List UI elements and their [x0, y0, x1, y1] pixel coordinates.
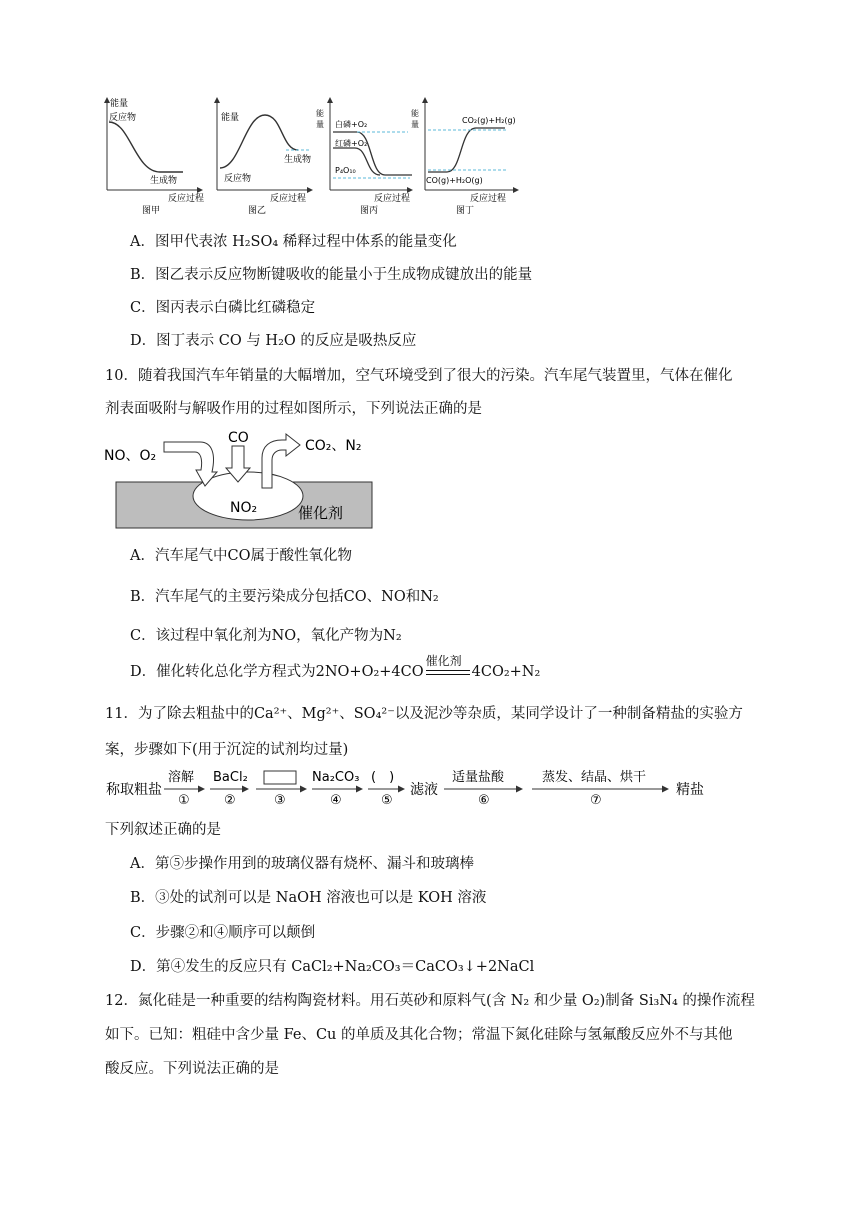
flow-s5-bot: ⑤: [381, 793, 393, 808]
q12-stem-line1: 12．氮化硅是一种重要的结构陶瓷材料。用石英砂和原料气(含 N₂ 和少量 O₂)制备 Si₃N₄ 的操作流程: [105, 993, 755, 1009]
bing-white: 白磷+O₂: [335, 120, 368, 129]
flow-mid: 滤液: [410, 782, 438, 798]
flow-start: 称取粗盐: [106, 782, 162, 798]
flow-s1-top: 溶解: [168, 770, 195, 785]
q11-lead: 下列叙述正确的是: [105, 822, 221, 838]
flow-s5-top: ( ): [371, 770, 395, 785]
q10-option-c: C．该过程中氧化剂为NO，氧化产物为N₂: [130, 628, 402, 644]
q10-stem-line1: 10．随着我国汽车年销量的大幅增加，空气环境受到了很大的污染。汽车尾气装置里，气体在催化: [105, 368, 733, 384]
q11-option-d: D．第④发生的反应只有 CaCl₂+Na₂CO₃＝CaCO₃↓+2NaCl: [130, 959, 535, 975]
flow-s4-top: Na₂CO₃: [312, 770, 360, 785]
q9-option-c: C．图丙表示白磷比红磷稳定: [130, 300, 316, 316]
co-label: CO: [228, 430, 249, 446]
ding-xlabel: 反应过程: [470, 194, 507, 204]
bing-red: 红磷+O₂: [335, 139, 368, 148]
q10-d-arrow: [424, 654, 472, 682]
ding-caption: 图丁: [456, 206, 475, 216]
diagram-yi: [217, 98, 312, 216]
q11-option-b: B．③处的试剂可以是 NaOH 溶液也可以是 KOH 溶液: [130, 890, 487, 906]
flow-s7-bot: ⑦: [590, 793, 602, 808]
ding-low: CO(g)+H₂O(g): [426, 176, 483, 185]
jia-reactant: 反应物: [109, 113, 137, 123]
q9-option-a: A．图甲代表浓 H₂SO₄ 稀释过程中体系的能量变化: [130, 234, 457, 250]
yi-xlabel: 反应过程: [270, 194, 307, 204]
q12-stem-line2: 如下。已知：粗硅中含少量 Fe、Cu 的单质及其化合物；常温下氮化硅除与氢氟酸反应外不与其他: [105, 1027, 733, 1043]
flow-s7-top: 蒸发、结晶、烘干: [542, 770, 647, 785]
q10-d-prefix: D．催化转化总化学方程式为2NO+O₂+4CO: [130, 664, 424, 680]
flow-end: 精盐: [676, 782, 704, 798]
q11-stem-line1: 11．为了除去粗盐中的Ca²⁺、Mg²⁺、SO₄²⁻以及泥沙等杂质，某同学设计了一种制备精盐的实验方: [105, 706, 743, 722]
jia-product: 生成物: [150, 176, 178, 186]
jia-ylabel: 能量: [110, 99, 129, 109]
q9-option-d: D．图丁表示 CO 与 H₂O 的反应是吸热反应: [130, 333, 417, 349]
yi-product: 生成物: [284, 155, 312, 165]
diagram-jia: [107, 97, 204, 216]
q10-option-d: [130, 654, 541, 682]
yi-reactant: 反应物: [224, 174, 252, 184]
q11-option-c: C．步骤②和④顺序可以颠倒: [130, 925, 316, 941]
bing-ylabel-2: 量: [316, 120, 324, 129]
flow-s6-top: 适量盐酸: [452, 770, 505, 785]
ding-ylabel-2: 量: [411, 120, 419, 129]
bing-product: P₄O₁₀: [335, 166, 356, 175]
q10-stem-line2: 剂表面吸附与解吸作用的过程如图所示，下列说法正确的是: [105, 401, 482, 417]
out-gas-label: CO₂、N₂: [305, 438, 362, 454]
flow-s3-bot: ③: [274, 793, 286, 808]
q10-option-a: A．汽车尾气中CO属于酸性氧化物: [130, 548, 352, 564]
q12-stem-line3: 酸反应。下列说法正确的是: [105, 1061, 279, 1077]
q11-option-a: A．第⑤步操作用到的玻璃仪器有烧杯、漏斗和玻璃棒: [130, 856, 474, 872]
q11-stem-line2: 案，步骤如下(用于沉淀的试剂均过量): [105, 742, 349, 758]
bing-xlabel: 反应过程: [374, 194, 411, 204]
flow-s3-box: [264, 771, 296, 784]
q10-d-condition: 催化剂: [425, 654, 462, 668]
flow-s1-bot: ①: [178, 793, 190, 808]
flow-s2-top: BaCl₂: [213, 770, 248, 785]
q10-d-suffix: 4CO₂+N₂: [471, 664, 541, 680]
diagram-bing: [316, 98, 412, 216]
diagram-ding: [411, 98, 518, 216]
jia-caption: 图甲: [142, 206, 161, 216]
bing-ylabel-1: 能: [316, 109, 324, 118]
ding-high: CO₂(g)+H₂(g): [462, 116, 516, 125]
in-gas-label: NO、O₂: [104, 448, 157, 464]
salt-flowchart: [100, 764, 820, 810]
ding-ylabel-1: 能: [411, 109, 419, 118]
flow-s2-bot: ②: [224, 793, 236, 808]
q10-option-b: B．汽车尾气的主要污染成分包括CO、NO和N₂: [130, 589, 439, 605]
catalyst-diagram: [100, 428, 400, 538]
flow-s4-bot: ④: [330, 793, 342, 808]
yi-caption: 图乙: [248, 206, 267, 216]
adsorbed-label: NO₂: [230, 500, 258, 516]
q10-d-equals: [426, 670, 470, 675]
flow-s6-bot: ⑥: [478, 793, 490, 808]
yi-ylabel: 能量: [221, 113, 240, 123]
jia-xlabel: 反应过程: [168, 194, 205, 204]
q9-option-b: B．图乙表示反应物断键吸收的能量小于生成物成键放出的能量: [130, 267, 533, 283]
catalyst-label: 催化剂: [298, 504, 344, 522]
bing-caption: 图丙: [360, 206, 379, 216]
